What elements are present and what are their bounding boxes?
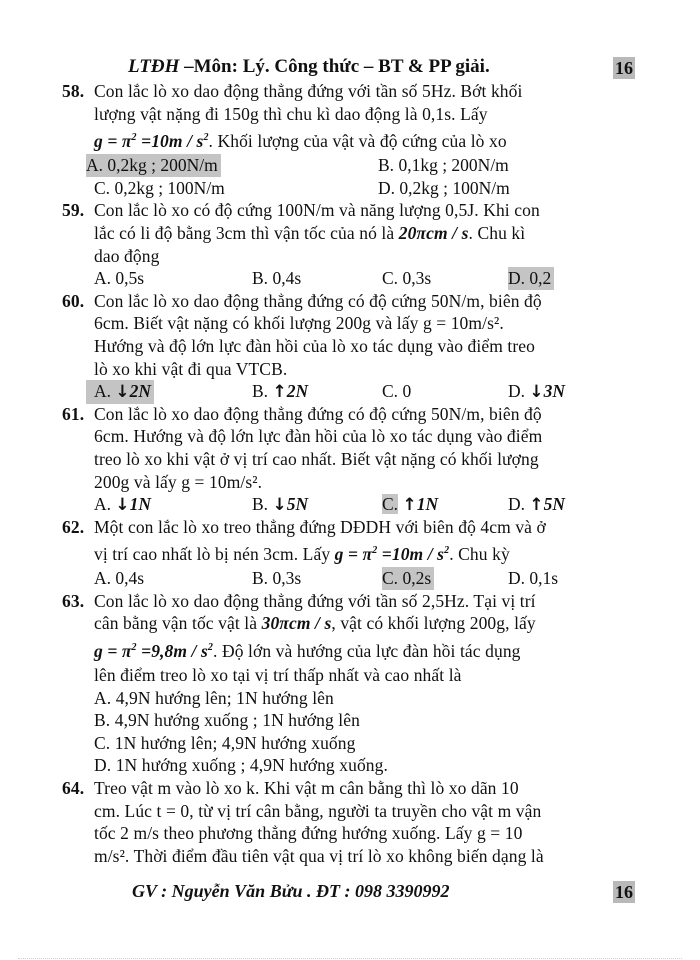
answer-options bbox=[62, 177, 642, 200]
header-title-abbrev: LTĐH bbox=[128, 56, 180, 77]
option-b[interactable]: B. ↑2N bbox=[252, 381, 309, 403]
option-a[interactable]: A. 0,5s bbox=[94, 268, 145, 289]
option-a[interactable]: A. ↓2N bbox=[86, 380, 154, 404]
option-c[interactable]: C. 0,2s bbox=[382, 567, 434, 590]
option-d[interactable]: D. ↓3N bbox=[508, 381, 566, 403]
option-b[interactable]: B. ↓5N bbox=[252, 494, 309, 516]
question-number: 59. bbox=[62, 200, 85, 221]
questions-content bbox=[62, 80, 642, 867]
option-c[interactable]: C. 0,2kg ; 100N/m bbox=[94, 177, 225, 198]
question-text-line: . Chu kì bbox=[468, 222, 526, 243]
question-text-line: . Khối lượng của vật và độ cứng của lò xo bbox=[208, 131, 507, 152]
arrow-down-icon: ↓ bbox=[272, 495, 287, 516]
option-a[interactable]: A. 0,2kg ; 200N/m bbox=[86, 154, 221, 177]
question-text-line: Hướng và độ lớn lực đàn hồi của lò xo tác dụng vào điểm treo bbox=[94, 335, 536, 356]
question-number: 61. bbox=[62, 403, 85, 424]
question-text-line: lò xo khi vật đi qua VTCB. bbox=[94, 358, 288, 379]
footer-page-number: 16 bbox=[615, 882, 633, 902]
option-b[interactable]: B. 0,3s bbox=[252, 568, 302, 589]
question-text-line: cm. Lúc t = 0, từ vị trí cân bằng, người ta truyền cho vật m vận bbox=[94, 800, 542, 821]
question-number: 64. bbox=[62, 778, 85, 799]
header-page-number: 16 bbox=[615, 58, 633, 78]
question-text-line: m/s². Thời điểm đầu tiên vật qua vị trí lò xo không biến dạng là bbox=[94, 845, 544, 866]
option-c[interactable]: C. 0 bbox=[382, 381, 412, 402]
question-text-line: Con lắc lò xo có độ cứng 100N/m và năng lượng 0,5J. Khi con bbox=[94, 200, 540, 221]
option-a[interactable]: A. ↓1N bbox=[94, 494, 152, 516]
option-a[interactable]: A. 4,9N hướng lên; 1N hướng lên bbox=[94, 687, 334, 708]
question-text-line: lắc có li độ bằng 3cm thì vận tốc của nó là bbox=[94, 222, 399, 243]
question-62 bbox=[62, 516, 642, 590]
answer-options bbox=[62, 380, 642, 403]
arrow-up-icon: ↑ bbox=[402, 495, 417, 516]
formula: $g = \pi^2 =10m / s^2$ bbox=[94, 131, 209, 152]
formula: 30πcm / s bbox=[261, 613, 332, 634]
answer-options bbox=[62, 154, 642, 177]
question-text-line: Treo vật m vào lò xo k. Khi vật m cân bằng thì lò xo dãn 10 bbox=[94, 778, 519, 799]
question-number: 58. bbox=[62, 81, 85, 101]
footer-author: GV : Nguyễn Văn Bửu . ĐT : 098 3390992 bbox=[132, 881, 450, 901]
page-header bbox=[0, 56, 700, 82]
question-number: 63. bbox=[62, 590, 85, 611]
option-d[interactable]: D. 0,2kg ; 100N/m bbox=[378, 177, 510, 198]
arrow-up-icon: ↑ bbox=[272, 382, 287, 403]
question-59 bbox=[62, 199, 642, 289]
question-64 bbox=[62, 777, 642, 867]
question-text-line: . Độ lớn và hướng của lực đàn hồi tác dụng bbox=[213, 641, 521, 662]
question-number: 60. bbox=[62, 290, 85, 311]
question-text-line: Con lắc lò xo dao động thẳng đứng có độ cứng 50N/m, biên độ bbox=[94, 290, 542, 311]
question-text-line: lượng vật nặng đi 150g thì chu kì dao động là 0,1s. Lấy bbox=[94, 103, 488, 124]
question-text-line: dao động bbox=[94, 245, 160, 266]
option-d[interactable]: D. 1N hướng xuống ; 4,9N hướng xuống. bbox=[94, 755, 388, 776]
question-text-line: , vật có khối lượng 200g, lấy bbox=[331, 613, 536, 634]
question-63 bbox=[62, 590, 642, 777]
option-d[interactable]: D. 0,1s bbox=[508, 568, 559, 589]
question-text-line: 6cm. Hướng và độ lớn lực đàn hồi của lò xo tác dụng vào điểm bbox=[94, 426, 543, 447]
option-b[interactable]: B. 4,9N hướng xuống ; 1N hướng lên bbox=[94, 710, 360, 731]
option-b[interactable]: B. 0,4s bbox=[252, 268, 302, 289]
formula: $g = \pi^2 =9,8m / s^2$ bbox=[94, 641, 214, 662]
question-text-line: Con lắc lò xo dao động thẳng đứng với tần số 5Hz. Bớt khối bbox=[94, 81, 523, 101]
answer-options bbox=[62, 267, 642, 290]
answer-options bbox=[62, 567, 642, 590]
question-text-line: 200g và lấy g = 10m/s². bbox=[94, 471, 263, 492]
formula: $g = \pi^2 =10m / s^2$ bbox=[334, 544, 450, 565]
option-c[interactable]: C. 1N hướng lên; 4,9N hướng xuống bbox=[94, 732, 356, 753]
formula: 20πcm / s bbox=[398, 222, 469, 243]
arrow-down-icon: ↓ bbox=[115, 382, 130, 403]
option-a[interactable]: A. 0,4s bbox=[94, 568, 145, 589]
question-text-line: . Chu kỳ bbox=[449, 544, 510, 565]
question-text-line: Con lắc lò xo dao động thẳng đứng với tần số 2,5Hz. Tại vị trí bbox=[94, 590, 536, 611]
question-text-line: tốc 2 m/s theo phương thẳng đứng hướng xuống. Lấy g = 10 bbox=[94, 823, 523, 844]
question-text-line: treo lò xo khi vật ở vị trí cao nhất. Biết vật nặng có khối lượng bbox=[94, 448, 539, 469]
question-text-line: Con lắc lò xo dao động thẳng đứng có độ cứng 50N/m, biên độ bbox=[94, 403, 542, 424]
question-61 bbox=[62, 403, 642, 516]
header-title bbox=[128, 56, 490, 78]
arrow-down-icon: ↓ bbox=[115, 495, 130, 516]
option-b[interactable]: B. 0,1kg ; 200N/m bbox=[378, 155, 509, 176]
option-d[interactable]: D. ↑5N bbox=[508, 494, 566, 516]
question-number: 62. bbox=[62, 516, 85, 537]
option-d[interactable]: D. 0,2 bbox=[508, 267, 554, 290]
arrow-down-icon: ↓ bbox=[529, 382, 544, 403]
question-58 bbox=[62, 80, 642, 199]
question-text-line: 6cm. Biết vật nặng có khối lượng 200g và lấy g = 10m/s². bbox=[94, 313, 504, 334]
question-text-line: vị trí cao nhất lò bị nén 3cm. Lấy bbox=[94, 544, 335, 565]
option-c[interactable]: C. 0,3s bbox=[382, 268, 432, 289]
header-title-subject: –Môn: Lý. Công thức – BT & PP giải. bbox=[179, 56, 490, 77]
question-text-line: lên điểm treo lò xo tại vị trí thấp nhất và cao nhất là bbox=[94, 665, 462, 686]
question-text-line: cân bằng vận tốc vật là bbox=[94, 613, 262, 634]
option-c[interactable]: C. ↑1N bbox=[382, 494, 439, 516]
arrow-up-icon: ↑ bbox=[529, 495, 544, 516]
answer-options bbox=[62, 493, 642, 516]
question-60 bbox=[62, 290, 642, 403]
question-text-line: Một con lắc lò xo treo thẳng đứng DĐDH với biên độ 4cm và ở bbox=[94, 516, 546, 537]
